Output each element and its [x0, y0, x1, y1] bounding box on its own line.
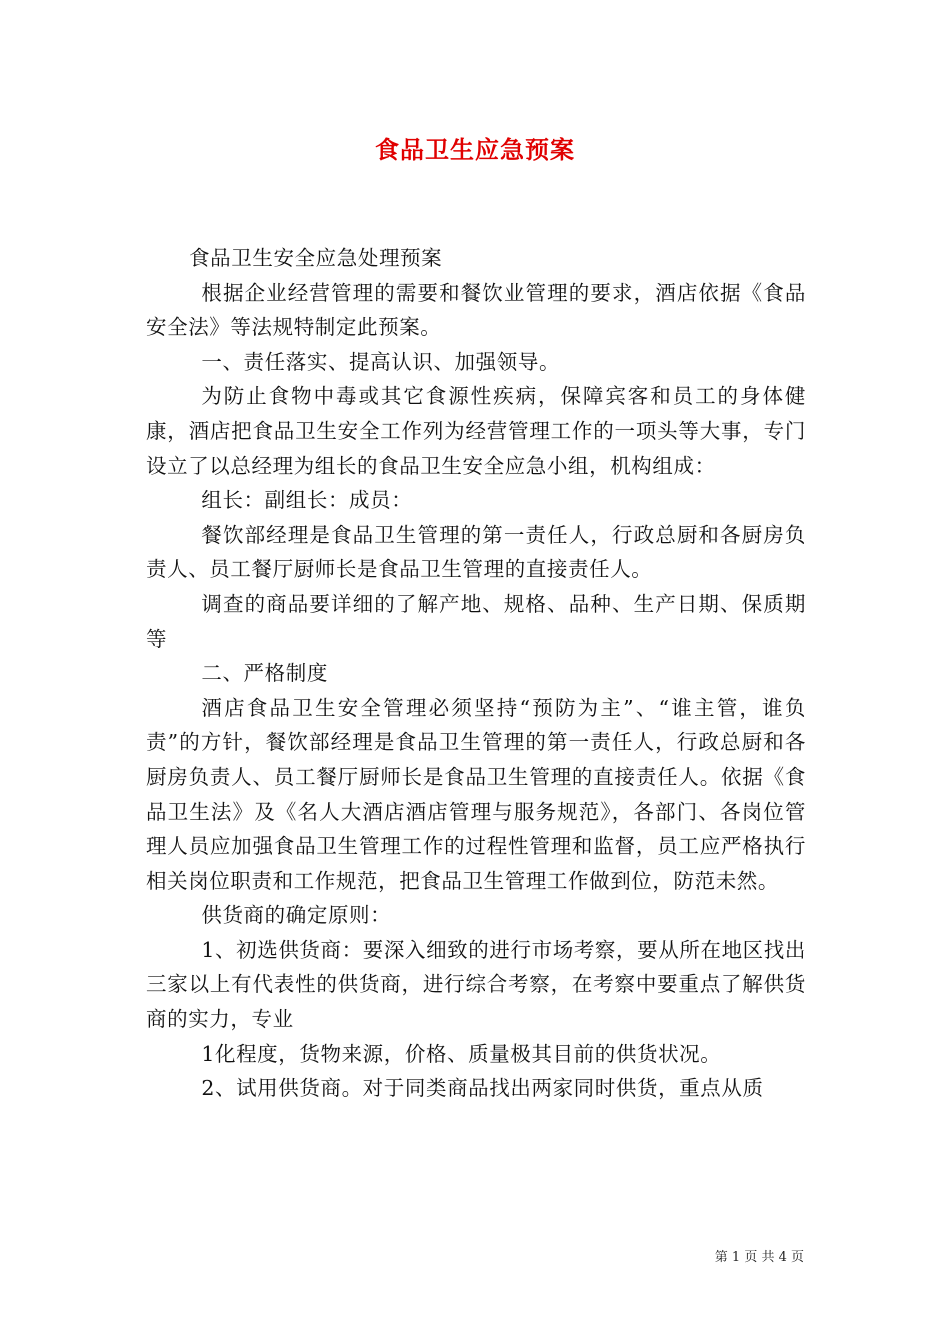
paragraph: 2、试用供货商。对于同类商品找出两家同时供货，重点从质	[201, 1076, 764, 1101]
page-number: 第 1 页 共 4 页	[714, 1250, 804, 1265]
paragraph: 酒店食品卫生安全管理必须坚持“预防为主”、“谁主管，谁负责”的方针，餐饮部经理是食品卫生管理的第一责任人，行政总厨和各厨房负责人、员工餐厅厨师长是食品卫生管理的直接责任人。依据《食品卫生法》及《名人大酒店酒店管理与服务规范》，各部门、各岗位管理人员应加强食品卫生管理工作的过程性管理和监督，员工应严格执行相关岗位职责和工作规范，把食品卫生管理工作做到位，防范未然。	[146, 695, 806, 893]
document-body	[146, 241, 806, 1106]
paragraph: 食品卫生安全应急处理预案	[189, 246, 443, 270]
paragraph: 二、严格制度	[201, 661, 328, 686]
paragraph: 根据企业经营管理的需要和餐饮业管理的要求，酒店依据《食品安全法》等法规特制定此预案。	[146, 280, 806, 340]
paragraph: 调查的商品要详细的了解产地、规格、品种、生产日期、保质期等	[146, 591, 806, 651]
paragraph: 为防止食物中毒或其它食源性疾病，保障宾客和员工的身体健康，酒店把食品卫生安全工作列为经营管理工作的一项头等大事，专门设立了以总经理为组长的食品卫生安全应急小组，机构组成：	[146, 384, 806, 478]
paragraph: 一、责任落实、提高认识、加强领导。	[201, 349, 561, 374]
paragraph: 供货商的确定原则：	[201, 903, 392, 928]
document-title: 食品卫生应急预案	[375, 135, 575, 164]
paragraph: 1、初选供货商：要深入细致的进行市场考察，要从所在地区找出三家以上有代表性的供货商，进行综合考察，在考察中要重点了解供货商的实力，专业	[146, 937, 806, 1032]
paragraph: 餐饮部经理是食品卫生管理的第一责任人，行政总厨和各厨房负责人、员工餐厅厨师长是食品卫生管理的直接责任人。	[146, 522, 806, 582]
paragraph: 组长：副组长：成员：	[201, 488, 413, 513]
paragraph: 1化程度，货物来源，价格、质量极其目前的供货状况。	[201, 1041, 722, 1066]
